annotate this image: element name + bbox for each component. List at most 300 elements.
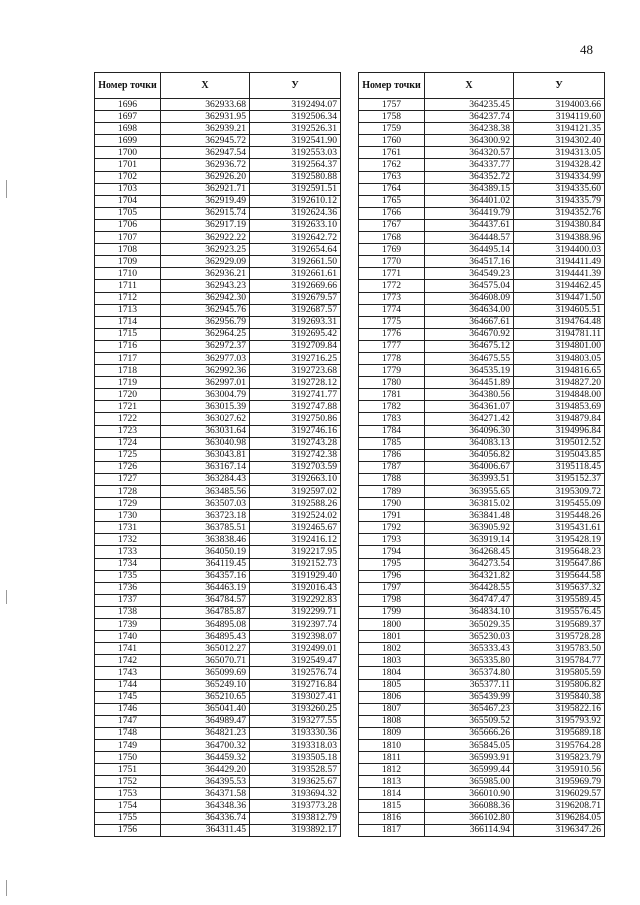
point-number-cell: 1811 [359,752,425,764]
table-row [95,425,341,437]
y-header: У [250,73,341,99]
x-header: X [425,73,514,99]
point-number-cell: 1724 [95,437,161,449]
x-coordinate-cell: 365029.35 [425,619,514,631]
point-number-cell: 1698 [95,123,161,135]
point-number-cell: 1788 [359,473,425,485]
point-number-cell: 1807 [359,703,425,715]
y-coordinate-cell: 3193892.17 [250,824,341,836]
x-coordinate-cell: 363905.92 [425,522,514,534]
table-row [359,425,605,437]
x-coordinate-cell: 364235.45 [425,99,514,111]
table-row [359,413,605,425]
x-coordinate-cell: 364834.10 [425,606,514,618]
y-coordinate-cell: 3192465.67 [250,522,341,534]
point-number-cell: 1799 [359,606,425,618]
x-coordinate-cell: 362977.03 [161,352,250,364]
y-coordinate-cell: 3192716.25 [250,352,341,364]
point-number-cell: 1747 [95,715,161,727]
table-row [95,594,341,606]
point-number-cell: 1734 [95,558,161,570]
table-row [359,570,605,582]
x-coordinate-cell: 364096.30 [425,425,514,437]
y-coordinate-cell: 3194605.51 [514,304,605,316]
y-coordinate-cell: 3192524.02 [250,510,341,522]
table-row [359,256,605,268]
y-coordinate-cell: 3194803.05 [514,352,605,364]
point-number-cell: 1723 [95,425,161,437]
y-coordinate-cell: 3194996.84 [514,425,605,437]
point-number-cell: 1763 [359,171,425,183]
x-coordinate-cell: 363485.56 [161,486,250,498]
table-row [95,606,341,618]
y-coordinate-cell: 3192576.74 [250,667,341,679]
y-coordinate-cell: 3192679.57 [250,292,341,304]
point-number-cell: 1800 [359,619,425,631]
y-coordinate-cell: 3192750.86 [250,413,341,425]
y-coordinate-cell: 3192580.88 [250,171,341,183]
point-number-cell: 1706 [95,219,161,231]
point-number-cell: 1776 [359,328,425,340]
table-row [95,244,341,256]
point-number-cell: 1796 [359,570,425,582]
y-coordinate-cell: 3195448.26 [514,510,605,522]
point-number-cell: 1749 [95,739,161,751]
point-number-cell: 1728 [95,486,161,498]
point-number-cell: 1754 [95,800,161,812]
y-coordinate-cell: 3195793.92 [514,715,605,727]
table-row [359,389,605,401]
x-coordinate-cell: 364321.82 [425,570,514,582]
x-coordinate-cell: 362923.25 [161,244,250,256]
y-coordinate-cell: 3194801.00 [514,340,605,352]
x-coordinate-cell: 364056.82 [425,449,514,461]
y-coordinate-cell: 3193773.28 [250,800,341,812]
y-coordinate-cell: 3194827.20 [514,377,605,389]
table-row [359,244,605,256]
point-number-cell: 1741 [95,643,161,655]
x-coordinate-cell: 364428.55 [425,582,514,594]
y-coordinate-cell: 3192398.07 [250,631,341,643]
point-number-cell: 1768 [359,232,425,244]
x-coordinate-cell: 364785.87 [161,606,250,618]
x-coordinate-cell: 364271.42 [425,413,514,425]
table-row [359,824,605,836]
y-header: У [514,73,605,99]
scan-mark [6,880,7,896]
y-coordinate-cell: 3193318.03 [250,739,341,751]
y-coordinate-cell: 3192695.42 [250,328,341,340]
x-coordinate-cell: 364549.23 [425,268,514,280]
x-coordinate-cell: 364784.57 [161,594,250,606]
point-number-cell: 1798 [359,594,425,606]
y-coordinate-cell: 3194121.35 [514,123,605,135]
x-coordinate-cell: 362942.30 [161,292,250,304]
table-row [359,147,605,159]
y-coordinate-cell: 3192624.36 [250,207,341,219]
table-row [359,219,605,231]
table-row [359,111,605,123]
table-row [95,619,341,631]
y-coordinate-cell: 3195648.23 [514,546,605,558]
y-coordinate-cell: 3194352.76 [514,207,605,219]
y-coordinate-cell: 3194119.60 [514,111,605,123]
y-coordinate-cell: 3196029.57 [514,788,605,800]
x-coordinate-cell: 364459.32 [161,752,250,764]
x-coordinate-cell: 362933.68 [161,99,250,111]
table-row [95,558,341,570]
point-number-cell: 1773 [359,292,425,304]
y-coordinate-cell: 3195910.56 [514,764,605,776]
point-number-cell: 1748 [95,727,161,739]
point-number-cell: 1808 [359,715,425,727]
x-coordinate-cell: 365249.10 [161,679,250,691]
point-number-cell: 1775 [359,316,425,328]
page-number: 48 [580,42,593,57]
table-row [359,667,605,679]
x-coordinate-cell: 364670.92 [425,328,514,340]
table-row [359,776,605,788]
y-coordinate-cell: 3195431.61 [514,522,605,534]
y-coordinate-cell: 3195689.37 [514,619,605,631]
x-coordinate-cell: 362922.22 [161,232,250,244]
point-number-cell: 1757 [359,99,425,111]
y-coordinate-cell: 3195644.58 [514,570,605,582]
table-row [359,619,605,631]
point-number-cell: 1810 [359,739,425,751]
table-row [95,522,341,534]
x-coordinate-cell: 365439.99 [425,691,514,703]
table-row [359,316,605,328]
point-number-cell: 1753 [95,788,161,800]
point-number-cell: 1785 [359,437,425,449]
point-number-cell: 1721 [95,401,161,413]
y-coordinate-cell: 3195764.28 [514,739,605,751]
point-number-cell: 1722 [95,413,161,425]
y-coordinate-cell: 3195118.45 [514,461,605,473]
point-number-cell: 1815 [359,800,425,812]
y-coordinate-cell: 3192654.64 [250,244,341,256]
point-number-cell: 1743 [95,667,161,679]
table-row [359,268,605,280]
x-coordinate-cell: 363004.79 [161,389,250,401]
point-number-cell: 1701 [95,159,161,171]
x-coordinate-cell: 364747.47 [425,594,514,606]
y-coordinate-cell: 3192746.16 [250,425,341,437]
x-coordinate-cell: 365666.26 [425,727,514,739]
point-number-cell: 1812 [359,764,425,776]
point-number-cell: 1739 [95,619,161,631]
point-number-cell: 1696 [95,99,161,111]
x-coordinate-cell: 364395.53 [161,776,250,788]
table-row [95,280,341,292]
point-number-cell: 1727 [95,473,161,485]
x-coordinate-cell: 364495.14 [425,244,514,256]
point-number-cell: 1740 [95,631,161,643]
y-coordinate-cell: 3192716.84 [250,679,341,691]
table-row [359,679,605,691]
x-coordinate-cell: 364608.09 [425,292,514,304]
table-row [95,510,341,522]
table-row [95,377,341,389]
y-coordinate-cell: 3192588.26 [250,498,341,510]
y-coordinate-cell: 3194764.48 [514,316,605,328]
point-number-cell: 1700 [95,147,161,159]
point-number-cell: 1699 [95,135,161,147]
point-number-cell: 1770 [359,256,425,268]
x-coordinate-cell: 364352.72 [425,171,514,183]
point-number-cell: 1771 [359,268,425,280]
point-number-cell: 1774 [359,304,425,316]
point-number-cell: 1735 [95,570,161,582]
table-row [95,631,341,643]
point-number-cell: 1744 [95,679,161,691]
table-row [359,437,605,449]
table-row [359,655,605,667]
x-coordinate-cell: 364895.43 [161,631,250,643]
y-coordinate-cell: 3195576.45 [514,606,605,618]
y-coordinate-cell: 3194388.96 [514,232,605,244]
x-coordinate-cell: 364348.36 [161,800,250,812]
x-coordinate-cell: 363507.03 [161,498,250,510]
point-number-cell: 1716 [95,340,161,352]
y-coordinate-cell: 3195589.45 [514,594,605,606]
x-coordinate-cell: 364517.16 [425,256,514,268]
x-coordinate-cell: 363919.14 [425,534,514,546]
x-coordinate-cell: 364357.16 [161,570,250,582]
x-coordinate-cell: 364273.54 [425,558,514,570]
table-row [359,328,605,340]
y-coordinate-cell: 3192747.88 [250,401,341,413]
x-coordinate-cell: 362972.37 [161,340,250,352]
x-coordinate-cell: 362997.01 [161,377,250,389]
point-number-cell: 1761 [359,147,425,159]
point-number-cell: 1732 [95,534,161,546]
table-row [95,643,341,655]
table-row [95,752,341,764]
y-coordinate-cell: 3194848.00 [514,389,605,401]
point-number-cell: 1767 [359,219,425,231]
y-coordinate-cell: 3196284.05 [514,812,605,824]
point-number-cell: 1730 [95,510,161,522]
point-number-cell: 1726 [95,461,161,473]
point-number-cell: 1720 [95,389,161,401]
point-number-cell: 1777 [359,340,425,352]
x-coordinate-cell: 362956.79 [161,316,250,328]
table-body [359,99,605,837]
x-coordinate-cell: 364300.92 [425,135,514,147]
y-coordinate-cell: 3194328.42 [514,159,605,171]
table-row [95,727,341,739]
y-coordinate-cell: 3191929.40 [250,570,341,582]
y-coordinate-cell: 3195455.09 [514,498,605,510]
x-coordinate-cell: 366088.36 [425,800,514,812]
point-number-cell: 1760 [359,135,425,147]
point-number-cell: 1719 [95,377,161,389]
table-row [95,776,341,788]
table-row [359,401,605,413]
point-number-header: Номер точки [95,73,161,99]
x-coordinate-cell: 364989.47 [161,715,250,727]
x-coordinate-cell: 365335.80 [425,655,514,667]
table-row [95,764,341,776]
x-coordinate-cell: 366010.90 [425,788,514,800]
table-row [95,739,341,751]
x-coordinate-cell: 362945.72 [161,135,250,147]
x-coordinate-cell: 364389.15 [425,183,514,195]
table-row [95,800,341,812]
table-row [359,461,605,473]
point-number-cell: 1702 [95,171,161,183]
point-number-cell: 1733 [95,546,161,558]
y-coordinate-cell: 3192597.02 [250,486,341,498]
table-row [359,764,605,776]
x-coordinate-cell: 364119.45 [161,558,250,570]
point-number-cell: 1707 [95,232,161,244]
table-row [95,437,341,449]
x-coordinate-cell: 363043.81 [161,449,250,461]
point-number-cell: 1729 [95,498,161,510]
table-row [95,316,341,328]
table-row [359,606,605,618]
point-number-cell: 1708 [95,244,161,256]
y-coordinate-cell: 3195152.37 [514,473,605,485]
x-coordinate-cell: 364535.19 [425,365,514,377]
point-number-cell: 1769 [359,244,425,256]
y-coordinate-cell: 3195783.50 [514,643,605,655]
y-coordinate-cell: 3193694.32 [250,788,341,800]
y-coordinate-cell: 3195689.18 [514,727,605,739]
table-row [359,365,605,377]
x-coordinate-cell: 362921.71 [161,183,250,195]
y-coordinate-cell: 3194335.60 [514,183,605,195]
point-number-cell: 1711 [95,280,161,292]
table-row [95,389,341,401]
table-row [359,631,605,643]
x-coordinate-cell: 363841.48 [425,510,514,522]
table-row [359,352,605,364]
x-coordinate-cell: 364437.61 [425,219,514,231]
y-coordinate-cell: 3194879.84 [514,413,605,425]
point-number-cell: 1779 [359,365,425,377]
x-coordinate-cell: 363027.62 [161,413,250,425]
y-coordinate-cell: 3194411.49 [514,256,605,268]
point-number-cell: 1697 [95,111,161,123]
y-coordinate-cell: 3195012.52 [514,437,605,449]
y-coordinate-cell: 3195637.32 [514,582,605,594]
y-coordinate-cell: 3194334.99 [514,171,605,183]
x-coordinate-cell: 363167.14 [161,461,250,473]
table-row [95,582,341,594]
point-number-cell: 1759 [359,123,425,135]
y-coordinate-cell: 3194380.84 [514,219,605,231]
y-coordinate-cell: 3194335.79 [514,195,605,207]
x-coordinate-cell: 364675.55 [425,352,514,364]
point-number-cell: 1816 [359,812,425,824]
x-coordinate-cell: 364083.13 [425,437,514,449]
point-number-cell: 1736 [95,582,161,594]
point-number-cell: 1713 [95,304,161,316]
x-coordinate-cell: 363040.98 [161,437,250,449]
x-coordinate-cell: 364268.45 [425,546,514,558]
y-coordinate-cell: 3193260.25 [250,703,341,715]
table-row [95,703,341,715]
table-row [95,99,341,111]
x-coordinate-cell: 364429.20 [161,764,250,776]
y-coordinate-cell: 3192610.12 [250,195,341,207]
y-coordinate-cell: 3192016.43 [250,582,341,594]
point-number-cell: 1783 [359,413,425,425]
x-coordinate-cell: 364419.79 [425,207,514,219]
x-coordinate-cell: 364311.45 [161,824,250,836]
y-coordinate-cell: 3194400.03 [514,244,605,256]
x-coordinate-cell: 362936.72 [161,159,250,171]
x-coordinate-cell: 364336.74 [161,812,250,824]
point-number-cell: 1758 [359,111,425,123]
y-coordinate-cell: 3192633.10 [250,219,341,231]
table-row [359,207,605,219]
x-coordinate-cell: 364238.38 [425,123,514,135]
table-row [95,788,341,800]
x-coordinate-cell: 364667.61 [425,316,514,328]
point-number-cell: 1766 [359,207,425,219]
y-coordinate-cell: 3192687.57 [250,304,341,316]
point-number-cell: 1712 [95,292,161,304]
table-row [359,800,605,812]
x-coordinate-cell: 363993.51 [425,473,514,485]
point-number-cell: 1806 [359,691,425,703]
point-number-cell: 1738 [95,606,161,618]
y-coordinate-cell: 3193625.67 [250,776,341,788]
y-coordinate-cell: 3195309.72 [514,486,605,498]
table-row [95,365,341,377]
point-number-cell: 1781 [359,389,425,401]
y-coordinate-cell: 3192661.50 [250,256,341,268]
y-coordinate-cell: 3192661.61 [250,268,341,280]
y-coordinate-cell: 3192693.31 [250,316,341,328]
y-coordinate-cell: 3192494.07 [250,99,341,111]
x-header: X [161,73,250,99]
point-number-cell: 1703 [95,183,161,195]
table-row [359,340,605,352]
x-coordinate-cell: 362931.95 [161,111,250,123]
point-number-cell: 1790 [359,498,425,510]
point-number-cell: 1717 [95,352,161,364]
point-number-cell: 1782 [359,401,425,413]
table-row [359,534,605,546]
table-row [95,292,341,304]
point-number-cell: 1801 [359,631,425,643]
point-number-cell: 1765 [359,195,425,207]
scan-mark [6,180,7,198]
y-coordinate-cell: 3194853.69 [514,401,605,413]
y-coordinate-cell: 3192397.74 [250,619,341,631]
table-row [95,352,341,364]
y-coordinate-cell: 3192217.95 [250,546,341,558]
table-row [95,340,341,352]
y-coordinate-cell: 3195784.77 [514,655,605,667]
point-number-cell: 1742 [95,655,161,667]
x-coordinate-cell: 362917.19 [161,219,250,231]
point-number-cell: 1813 [359,776,425,788]
table-row [95,655,341,667]
point-number-cell: 1802 [359,643,425,655]
y-coordinate-cell: 3192292.83 [250,594,341,606]
point-number-cell: 1780 [359,377,425,389]
x-coordinate-cell: 365099.69 [161,667,250,679]
table-row [95,812,341,824]
coordinates-table-right [358,72,605,837]
